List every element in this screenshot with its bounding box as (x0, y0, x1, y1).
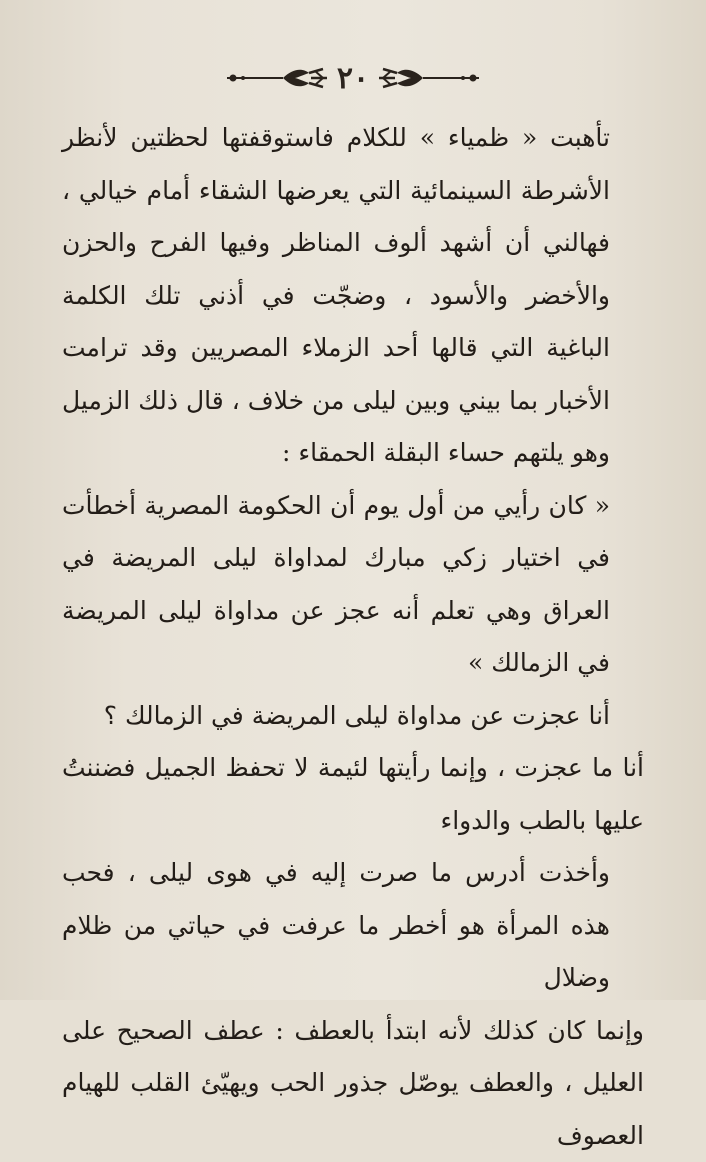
page-number: ٢٠ (337, 61, 369, 96)
page-body (62, 112, 644, 1162)
page-header (62, 58, 644, 98)
paragraph-reflection: وأخذت أدرس ما صرت إليه في هوى ليلى ، فحب هذه المرأة هو أخطر ما عرفت في حياتي من ظلام وضلال (62, 847, 644, 1005)
paragraph-compassion: وإنما كان كذلك لأنه ابتدأ بالعطف : عطف الصحيح على العليل ، والعطف يوصّل جذور الحب ويهيّئ القلب للهيام العصوف (62, 1005, 644, 1162)
paragraph-intro: تأهبت « ظمياء » للكلام فاستوقفتها لحظتين لأنظر الأشرطة السينمائية التي يعرضها الشقاء أمام خيالي ، فهالني أن أشهد ألوف المناظر وفيها الفرح والحزن والأخضر والأسود ، وضجّت في أذني تلك الكلمة الباغية التي قالها أحد الزملاء المصريين وقد ترامت الأخبار بما بيني وبين ليلى من خلاف ، قال ذلك الزميل وهو يلتهم حساء البقلة الحمقاء : (62, 112, 644, 480)
paragraph-quote: « كان رأيي من أول يوم أن الحكومة المصرية أخطأت في اختيار زكي مبارك لمداواة ليلى المريضة في العراق وهي تعلم أنه عجز عن مداواة ليلى المريضة في الزمالك » (62, 480, 644, 690)
paragraph-answer: أنا ما عجزت ، وإنما رأيتها لئيمة لا تحفظ الجميل فضننتُ عليها بالطب والدواء (62, 742, 644, 847)
paragraph-question: أنا عجزت عن مداواة ليلى المريضة في الزمالك ؟ (62, 690, 644, 743)
left-ornament-icon (223, 65, 333, 91)
right-ornament-icon (373, 65, 483, 91)
